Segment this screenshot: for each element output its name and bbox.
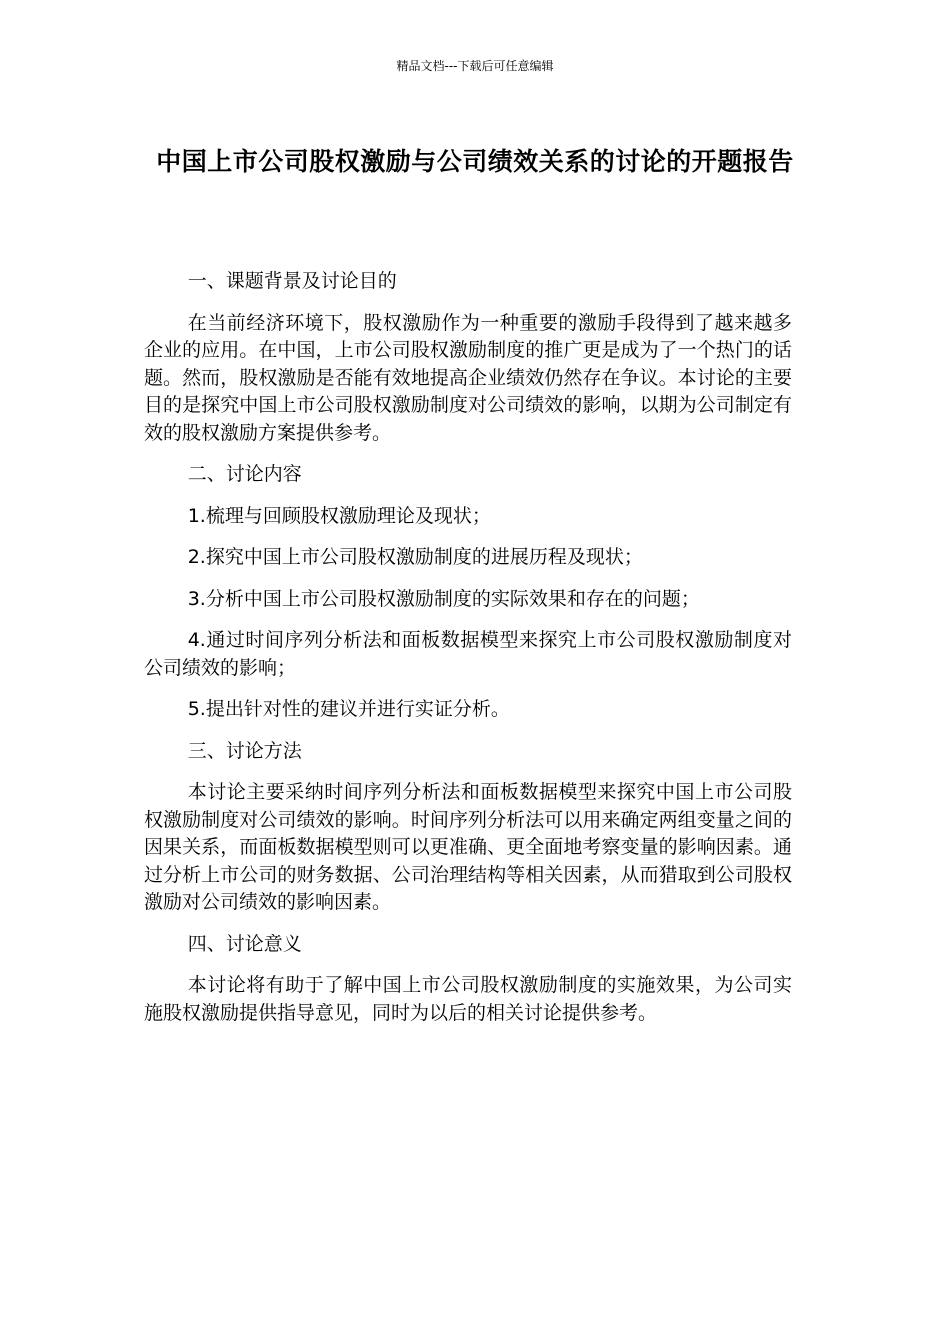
document-body <box>144 268 792 1041</box>
list-item-5: 5.提出针对性的建议并进行实证分析。 <box>187 698 510 720</box>
list-item-3: 3.分析中国上市公司股权激励制度的实际效果和存在的问题； <box>187 587 700 610</box>
header-note: 精品文档---下载后可任意编辑 <box>396 59 554 73</box>
paragraph-method: 本讨论主要采纳时间序列分析法和面板数据模型来探究中国上市公司股权激励制度对公司绩效的影响。时间序列分析法可以用来确定两组变量之间的因果关系，而面板数据模型则可以更准确、更全面地考察变量的影响因素。通过分析上市公司的财务数据、公司治理结构等相关因素，从而猎取到公司股权激励对公司绩效的影响因素。 <box>144 781 792 913</box>
document-title: 中国上市公司股权激励与公司绩效关系的讨论的开题报告 <box>156 147 794 176</box>
section-heading-background: 一、课题背景及讨论目的 <box>187 270 397 292</box>
list-item-1: 1.梳理与回顾股权激励理论及现状； <box>187 504 491 527</box>
section-heading-significance: 四、讨论意义 <box>187 932 302 955</box>
list-item-2: 2.探究中国上市公司股权激励制度的进展历程及现状； <box>187 546 643 568</box>
section-heading-content: 二、讨论内容 <box>187 463 302 485</box>
section-heading-method: 三、讨论方法 <box>187 739 302 762</box>
list-item-4: 4.通过时间序列分析法和面板数据模型来探究上市公司股权激励制度对公司绩效的影响； <box>144 629 792 679</box>
paragraph-background: 在当前经济环境下，股权激励作为一种重要的激励手段得到了越来越多企业的应用。在中国，上市公司股权激励制度的推广更是成为了一个热门的话题。然而，股权激励是否能有效地提高企业绩效仍然存在争议。本讨论的主要目的是探究中国上市公司股权激励制度对公司绩效的影响，以期为公司制定有效的股权激励方案提供参考。 <box>144 311 792 444</box>
paragraph-significance: 本讨论将有助于了解中国上市公司股权激励制度的实施效果，为公司实施股权激励提供指导意见，同时为以后的相关讨论提供参考。 <box>144 974 792 1024</box>
